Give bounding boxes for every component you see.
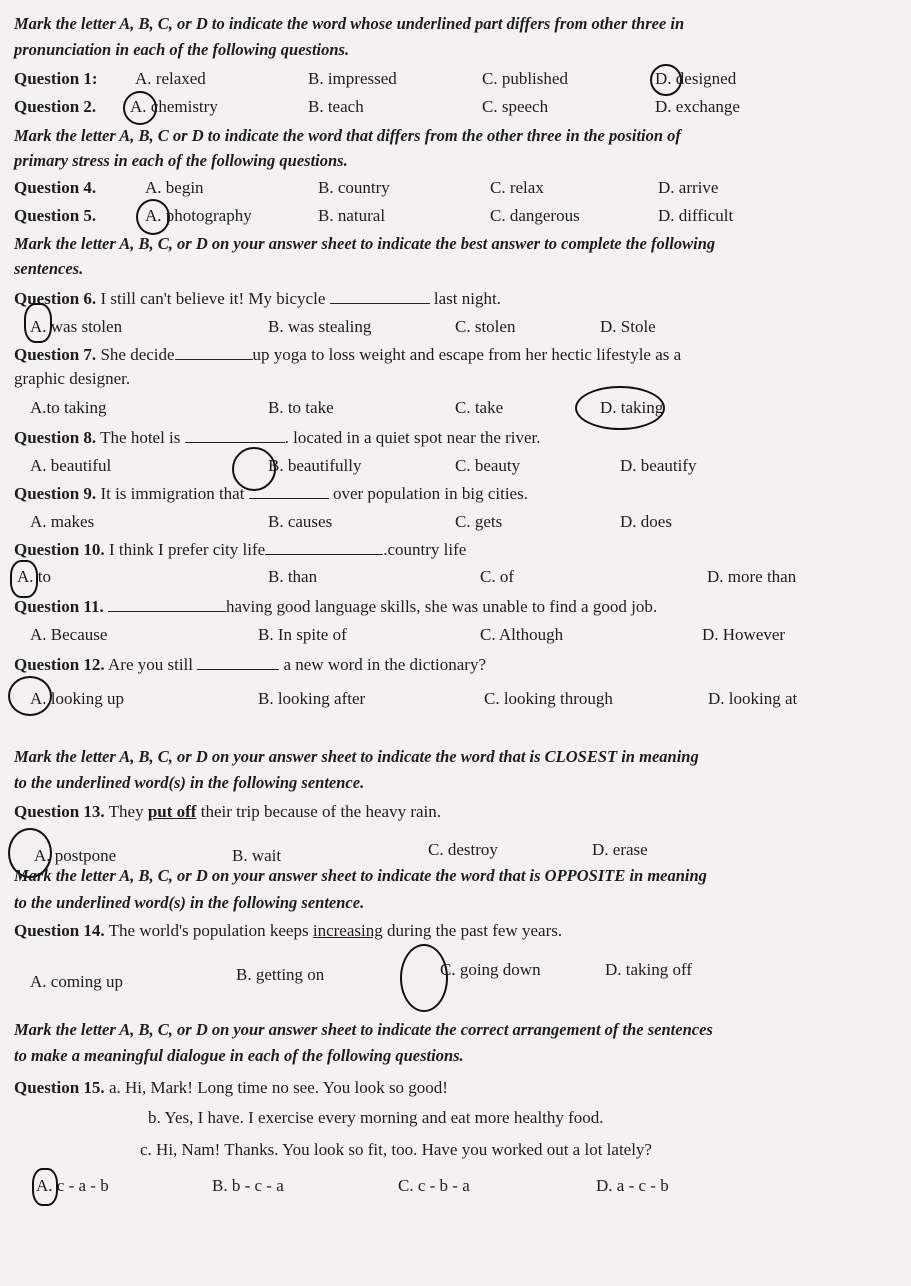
q8-option-b[interactable]: B. beautifully	[268, 456, 362, 475]
q12-option-c[interactable]: C. looking through	[484, 689, 613, 708]
q2-option-c[interactable]: C. speech	[482, 97, 549, 116]
q9-option-b[interactable]: B. causes	[268, 512, 333, 531]
q15-option-c[interactable]: C. c - b - a	[398, 1176, 470, 1195]
q8-blank[interactable]	[185, 428, 285, 443]
question-13: Question 13. They put off their trip because of the heavy rain.	[14, 802, 441, 821]
question-10: Question 10. I think I prefer city life .country life	[14, 540, 467, 559]
q9-option-a[interactable]: A. makes	[30, 512, 95, 531]
q12-option-d[interactable]: D. looking at	[708, 689, 798, 708]
q13-option-a[interactable]: A. postpone	[34, 846, 117, 865]
q4-option-d[interactable]: D. arrive	[658, 178, 719, 197]
instruction-arrange-1: Mark the letter A, B, C, or D on your answer sheet to indicate the correct arrangement of the sentences	[14, 1020, 713, 1039]
q7-option-a[interactable]: A.to taking	[30, 398, 107, 417]
instruction-complete-1: Mark the letter A, B, C, or D on your answer sheet to indicate the best answer to complete the following	[14, 234, 716, 253]
q12-blank[interactable]	[197, 655, 279, 670]
question-4: Question 4.	[14, 178, 97, 197]
q14-underlined: increasing	[312, 921, 383, 940]
instruction-pronunciation-2: pronunciation in each of the following questions.	[14, 40, 350, 59]
question-2: Question 2.	[14, 97, 97, 116]
instruction-closest-2: to the underlined word(s) in the following sentence.	[14, 773, 365, 792]
q7-option-c[interactable]: C. take	[455, 398, 504, 417]
instruction-pronunciation-1: Mark the letter A, B, C, or D to indicate the word whose underlined part differs from other three in	[14, 14, 685, 33]
q2-option-a[interactable]: A. chemistry	[130, 97, 218, 116]
q10-option-c[interactable]: C. of	[480, 567, 514, 586]
q6-blank[interactable]	[330, 289, 430, 304]
instruction-complete-2: sentences.	[14, 259, 84, 278]
question-5: Question 5.	[14, 206, 97, 225]
question-6: Question 6. I still can't believe it! My bicycle last night.	[14, 289, 501, 308]
instruction-arrange-2: to make a meaningful dialogue in each of the following questions.	[14, 1046, 464, 1065]
instruction-stress-2: primary stress in each of the following questions.	[14, 151, 348, 170]
q12-option-b[interactable]: B. looking after	[258, 689, 366, 708]
q13-option-c[interactable]: C. destroy	[428, 840, 498, 859]
q15-option-d[interactable]: D. a - c - b	[596, 1176, 669, 1195]
q12-option-a[interactable]: A. looking up	[30, 689, 124, 708]
q15-line-c: c. Hi, Nam! Thanks. You look so fit, too. Have you worked out a lot lately?	[140, 1140, 652, 1159]
q5-option-a[interactable]: A. photography	[145, 206, 252, 225]
q10-blank[interactable]	[265, 540, 383, 555]
q9-blank[interactable]	[249, 484, 329, 499]
q8-option-c[interactable]: C. beauty	[455, 456, 521, 475]
q11-option-b[interactable]: B. In spite of	[258, 625, 347, 644]
q8-option-d[interactable]: D. beautify	[620, 456, 697, 475]
q15-line-b: b. Yes, I have. I exercise every morning and eat more healthy food.	[148, 1108, 604, 1127]
q13-option-d[interactable]: D. erase	[592, 840, 648, 859]
q14-option-d[interactable]: D. taking off	[605, 960, 693, 979]
instruction-stress-1: Mark the letter A, B, C or D to indicate the word that differs from the other three in the position of	[14, 126, 681, 145]
q2-option-b[interactable]: B. teach	[308, 97, 364, 116]
q7-option-b[interactable]: B. to take	[268, 398, 334, 417]
q7-blank[interactable]	[175, 345, 253, 360]
q9-option-d[interactable]: D. does	[620, 512, 672, 531]
question-12: Question 12. Are you still a new word in the dictionary?	[14, 655, 487, 674]
q1-option-c[interactable]: C. published	[482, 69, 568, 88]
q8-option-a[interactable]: A. beautiful	[30, 456, 112, 475]
q5-option-d[interactable]: D. difficult	[658, 206, 734, 225]
question-15: Question 15. a. Hi, Mark! Long time no see. You look so good!	[14, 1078, 448, 1097]
question-11: Question 11. having good language skills, she was unable to find a good job.	[14, 597, 658, 616]
question-7: Question 7. She decide up yoga to loss weight and escape from her hectic lifestyle as a	[14, 345, 682, 364]
q15-option-b[interactable]: B. b - c - a	[212, 1176, 284, 1195]
q11-option-d[interactable]: D. However	[702, 625, 786, 644]
q1-option-a[interactable]: A. relaxed	[135, 69, 206, 88]
q4-option-c[interactable]: C. relax	[490, 178, 544, 197]
q5-option-c[interactable]: C. dangerous	[490, 206, 580, 225]
q15-option-a[interactable]: A. c - a - b	[36, 1176, 109, 1195]
question-1: Question 1:	[14, 69, 98, 88]
q4-option-b[interactable]: B. country	[318, 178, 390, 197]
q10-option-a[interactable]: A. to	[17, 567, 51, 586]
q4-option-a[interactable]: A. begin	[145, 178, 204, 197]
q11-option-c[interactable]: C. Although	[480, 625, 564, 644]
question-14: Question 14. The world's population keeps increasing during the past few years.	[14, 921, 563, 940]
question-9: Question 9. It is immigration that over population in big cities.	[14, 484, 528, 503]
question-7-continued: graphic designer.	[14, 369, 131, 388]
q14-option-c[interactable]: C. going down	[440, 960, 541, 979]
q2-option-d[interactable]: D. exchange	[655, 97, 740, 116]
q11-option-a[interactable]: A. Because	[30, 625, 108, 644]
q10-option-d[interactable]: D. more than	[707, 567, 797, 586]
q11-blank[interactable]	[108, 597, 226, 612]
q6-option-d[interactable]: D. Stole	[600, 317, 656, 336]
q6-option-c[interactable]: C. stolen	[455, 317, 516, 336]
q5-option-b[interactable]: B. natural	[318, 206, 386, 225]
q1-option-d[interactable]: D. designed	[655, 69, 737, 88]
q9-option-c[interactable]: C. gets	[455, 512, 503, 531]
q10-option-b[interactable]: B. than	[268, 567, 318, 586]
q6-option-b[interactable]: B. was stealing	[268, 317, 372, 336]
q13-option-b[interactable]: B. wait	[232, 846, 282, 865]
q14-option-a[interactable]: A. coming up	[30, 972, 124, 991]
q13-underlined: put off	[147, 802, 197, 821]
q7-option-d[interactable]: D. taking	[600, 398, 664, 417]
instruction-opposite-2: to the underlined word(s) in the following sentence.	[14, 893, 365, 912]
q6-option-a[interactable]: A. was stolen	[30, 317, 123, 336]
question-8: Question 8. The hotel is . located in a quiet spot near the river.	[14, 428, 541, 447]
q14-option-b[interactable]: B. getting on	[236, 965, 325, 984]
q1-option-b[interactable]: B. impressed	[308, 69, 397, 88]
instruction-closest-1: Mark the letter A, B, C, or D on your answer sheet to indicate the word that is CLOSEST in meaning	[14, 747, 699, 766]
instruction-opposite-1: Mark the letter A, B, C, or D on your answer sheet to indicate the word that is OPPOSITE in meaning	[14, 866, 707, 885]
